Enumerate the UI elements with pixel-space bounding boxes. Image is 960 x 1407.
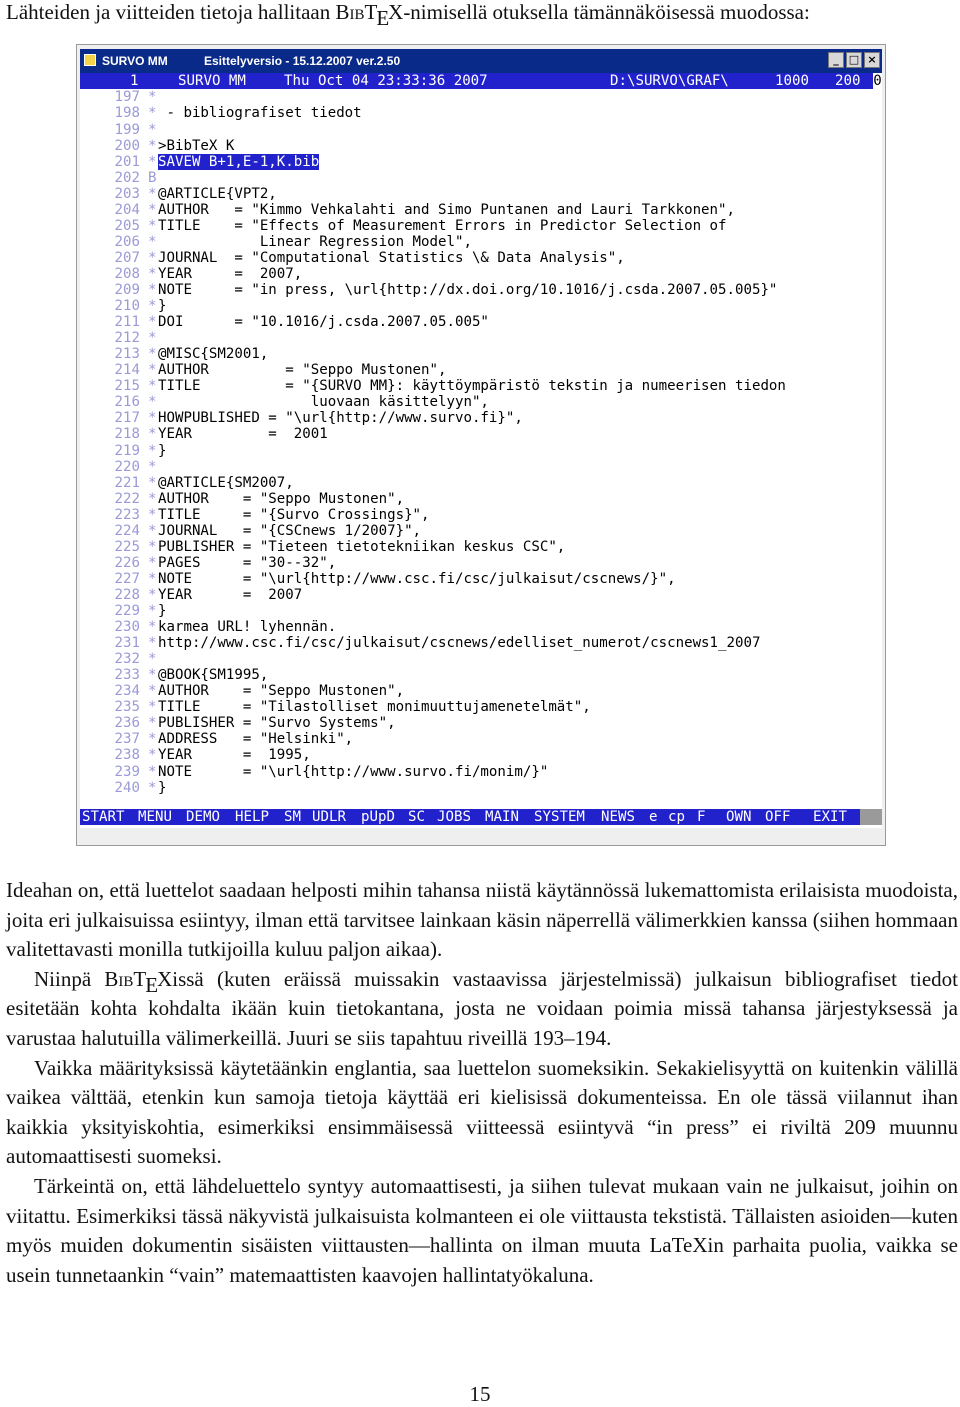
line-number: 226 (114, 554, 140, 571)
editor-line[interactable] (80, 266, 882, 282)
line-number: 215 (114, 378, 140, 395)
line-number: 213 (114, 346, 140, 363)
editor-line[interactable] (80, 459, 882, 475)
control-char: * (148, 619, 157, 636)
control-char: * (148, 570, 157, 587)
editor-line[interactable] (80, 683, 882, 699)
editor-line[interactable] (80, 218, 882, 234)
line-text: } (158, 298, 167, 315)
editor-line[interactable] (80, 394, 882, 410)
line-number: 212 (114, 330, 140, 347)
line-text: PUBLISHER = "Survo Systems", (158, 715, 396, 732)
line-text: YEAR = 2001 (158, 426, 328, 443)
line-text: } (158, 603, 167, 619)
line-text: TITLE = "Effects of Measurement Errors in Predictor Selection of (158, 217, 727, 234)
control-char: * (148, 779, 157, 796)
editor-line[interactable] (80, 523, 882, 539)
line-number: 233 (114, 667, 140, 684)
editor-line[interactable] (80, 443, 882, 459)
line-number: 222 (114, 490, 140, 507)
control-char: * (148, 635, 157, 652)
status-n1: 1000 (775, 73, 809, 89)
line-number: 217 (114, 410, 140, 427)
line-text: NOTE = "\url{http://www.csc.fi/csc/julkaisut/cscnews/}", (158, 570, 676, 587)
command-udlr[interactable]: UDLR (312, 809, 346, 825)
bibtex-logo: BibTEX (335, 0, 404, 30)
control-char: * (148, 715, 157, 732)
maximize-button[interactable]: □ (846, 52, 862, 68)
control-char: * (148, 506, 157, 523)
control-char: * (148, 458, 157, 475)
latex-logo: LaTeX (649, 1233, 708, 1258)
control-char: * (148, 314, 157, 331)
editor-line[interactable] (80, 410, 882, 426)
line-number: 224 (114, 522, 140, 539)
line-text: YEAR = 2007, (158, 265, 303, 282)
line-text: DOI = "10.1016/j.csda.2007.05.005" (158, 314, 489, 331)
editor-line[interactable] (80, 298, 882, 314)
control-char: * (148, 121, 157, 138)
line-number: 208 (114, 265, 140, 282)
command-menu[interactable]: MENU (138, 809, 172, 825)
editor-line[interactable] (80, 731, 882, 747)
editor-line[interactable] (80, 378, 882, 394)
body-text (6, 876, 958, 1290)
line-number: 209 (114, 282, 140, 298)
line-number: 214 (114, 362, 140, 379)
status-path: D:\SURVO\GRAF\ (610, 73, 729, 89)
line-number: 218 (114, 426, 140, 443)
page-number: 15 (469, 1382, 491, 1406)
line-text: } (158, 779, 167, 796)
editor-line[interactable] (80, 764, 882, 780)
editor-line[interactable] (80, 603, 882, 619)
line-text: } (158, 442, 167, 459)
line-number: 235 (114, 699, 140, 716)
line-number: 204 (114, 201, 140, 218)
line-number: 238 (114, 747, 140, 764)
line-text: http://www.csc.fi/csc/julkaisut/cscnews/edelliset_numerot/cscnews1_2007 (158, 635, 761, 652)
line-number: 230 (114, 619, 140, 636)
line-text: NOTE = "in press, \url{http://dx.doi.org/10.1016/j.csda.2007.05.005}" (158, 282, 778, 298)
control-char: * (148, 217, 157, 234)
control-char: * (148, 137, 157, 154)
control-char: * (148, 346, 157, 363)
line-text: PUBLISHER = "Tieteen tietotekniikan keskus CSC", (158, 538, 566, 555)
line-number: 203 (114, 185, 140, 202)
paragraph-3: Vaikka määrityksissä käytetäänkin englantia, saa luettelon suomeksikin. Sekakielisyyttä on kuitenkin välillä vaikea välttää, etenkin kun samoja tietoja käyttää eri kielisissä dokumenteissa. En ole tässä viilannut ihan kaikkia yksityiskohtia, esimerkiksi ensimmäisessä viitteessä esiintyvä “in press” ei riviltä 209 muunnu automaattisesti suomeksi. (6, 1055, 958, 1169)
control-char: * (148, 89, 157, 106)
editor-status-line (80, 73, 882, 89)
editor-line[interactable] (80, 234, 882, 250)
command-bar-filler (860, 809, 882, 825)
editor-line[interactable] (80, 475, 882, 491)
command-cp[interactable]: cp (668, 809, 685, 825)
window-doc-title: Esittelyversio - 15.12.2007 ver.2.50 (204, 54, 401, 68)
line-text: NOTE = "\url{http://www.survo.fi/monim/}" (158, 763, 549, 780)
control-char: * (148, 105, 157, 122)
line-text: SAVEW B+1,E-1,K.bib (158, 153, 320, 170)
control-char: * (148, 185, 157, 202)
control-char: * (148, 394, 157, 411)
line-number: 227 (114, 570, 140, 587)
editor-line[interactable] (80, 780, 882, 796)
editor-line[interactable] (80, 619, 882, 635)
editor-line[interactable] (80, 587, 882, 603)
control-char: * (148, 731, 157, 748)
control-char: * (148, 490, 157, 507)
editor-line[interactable] (80, 186, 882, 202)
status-n2: 200 (835, 73, 861, 89)
paragraph-4: Tärkeintä on, että lähdeluettelo syntyy automaattisesti, ja siihen tulevat mukaan vain ne julkaisut, joihin on viitattu. Esimerkiksi tässä näkyvistä julkaisuista kolmanteen ei ole viittausta tekstistä. Tällaisten asioiden—kuten myös muiden dokumentin sisäisten viittausten—hallinta on ilman muuta LaTeXin parhaita puolia, vaikka se usein tunnetaankin “vain” matemaattisten kaavojen hallintatyökaluna. (6, 1173, 959, 1287)
command-own[interactable]: OWN (726, 809, 752, 825)
command-sc[interactable]: SC (408, 809, 425, 825)
intro-before: Lähteiden ja viitteiden tietoja hallitaan (6, 0, 336, 24)
line-number: 225 (114, 538, 140, 555)
editor-line[interactable] (80, 635, 882, 651)
window-controls (828, 52, 880, 68)
control-char: * (148, 763, 157, 780)
editor-line[interactable] (80, 138, 882, 154)
status-datetime: Thu Oct 04 23:33:36 2007 (284, 73, 488, 89)
control-char: * (148, 747, 157, 764)
command-demo[interactable]: DEMO (186, 809, 220, 825)
control-char: * (148, 603, 157, 619)
line-number: 211 (114, 314, 140, 331)
control-char: * (148, 362, 157, 379)
line-text: TITLE = "{Survo Crossings}", (158, 506, 430, 523)
line-number: 236 (114, 715, 140, 732)
command-off[interactable]: OFF (765, 809, 791, 825)
control-char: * (148, 265, 157, 282)
line-number: 221 (114, 474, 140, 491)
line-text: AUTHOR = "Seppo Mustonen", (158, 490, 405, 507)
control-char: * (148, 651, 157, 668)
line-text: HOWPUBLISHED = "\url{http://www.survo.fi}", (158, 410, 523, 427)
editor-screen[interactable] (80, 73, 882, 828)
paragraph-2: Niinpä BibTEXissä (kuten eräissä muissakin vastaavissa järjestelmissä) julkaisun bibliografiset tiedot esitetään kohta kohdalta ikään kuin tietokantana, josta ne voidaan poimia missä tahansa järjestyksessä ja varustaa halutuilla välimerkeillä. Juuri se siis tapahtuu riveillä 193–194. (6, 966, 959, 1050)
line-text: YEAR = 2007 (158, 586, 303, 603)
editor-line[interactable] (80, 362, 882, 378)
command-f[interactable]: F (697, 809, 706, 825)
command-system[interactable]: SYSTEM (534, 809, 585, 825)
line-number: 228 (114, 586, 140, 603)
line-text: >BibTeX K (158, 137, 235, 154)
editor-line[interactable] (80, 539, 882, 555)
line-number: 206 (114, 233, 140, 250)
command-news[interactable]: NEWS (601, 809, 635, 825)
line-text: PAGES = "30--32", (158, 554, 337, 571)
paragraph-1: Ideahan on, että luettelot saadaan helposti mihin tahansa niistä käytännössä lukemattomista erilaisista muodoista, joita eri julkaisuissa esiintyy, ilman että tarvitsee lainkaan käsin näperrellä välimerkkien kanssa (siihen hommaan valitettavasti monilla tutkijoilla kuluu paljon aikaa). (6, 878, 958, 962)
control-char: * (148, 683, 157, 700)
control-char: * (148, 153, 157, 170)
command-bar (80, 809, 860, 825)
survo-app-icon (84, 54, 96, 66)
line-number: 205 (114, 217, 140, 234)
control-char: * (148, 474, 157, 491)
line-text: AUTHOR = "Seppo Mustonen", (158, 683, 405, 700)
survo-window (76, 44, 886, 846)
line-number: 232 (114, 651, 140, 668)
status-line-number: 1 (130, 73, 139, 89)
editor-line[interactable] (80, 715, 882, 731)
editor-line[interactable] (80, 699, 882, 715)
control-char: * (148, 586, 157, 603)
control-char: * (148, 330, 157, 347)
command-main[interactable]: MAIN (485, 809, 519, 825)
line-number: 220 (114, 458, 140, 475)
line-number: 239 (114, 763, 140, 780)
control-char: * (148, 282, 157, 298)
editor-line[interactable] (80, 314, 882, 330)
control-char: * (148, 522, 157, 539)
window-titlebar[interactable] (80, 49, 882, 73)
line-number: 198 (114, 105, 140, 122)
line-number: 231 (114, 635, 140, 652)
line-number: 201 (114, 153, 140, 170)
line-text: AUTHOR = "Seppo Mustonen", (158, 362, 447, 379)
editor-line[interactable] (80, 250, 882, 266)
command-jobs[interactable]: JOBS (437, 809, 471, 825)
control-char: * (148, 667, 157, 684)
editor-line[interactable] (80, 89, 882, 105)
editor-line[interactable] (80, 426, 882, 442)
line-text: @ARTICLE{SM2007, (158, 474, 294, 491)
line-number: 229 (114, 603, 140, 619)
editor-line[interactable] (80, 651, 882, 667)
control-char: * (148, 426, 157, 443)
editor-line[interactable] (80, 555, 882, 571)
command-e[interactable]: e (649, 809, 658, 825)
control-char: * (148, 201, 157, 218)
control-char: * (148, 378, 157, 395)
line-number: 197 (114, 89, 140, 106)
line-text: JOURNAL = "{CSCnews 1/2007}", (158, 522, 422, 539)
minimize-button[interactable]: _ (828, 52, 844, 68)
line-text: YEAR = 1995, (158, 747, 311, 764)
status-program: SURVO MM (178, 73, 246, 89)
control-char: B (148, 169, 157, 186)
control-char: * (148, 233, 157, 250)
editor-line[interactable] (80, 747, 882, 763)
control-char: * (148, 410, 157, 427)
editor-line[interactable] (80, 282, 882, 298)
editor-line[interactable] (80, 170, 882, 186)
line-text: @MISC{SM2001, (158, 346, 269, 363)
editor-line[interactable] (80, 667, 882, 683)
editor-line[interactable] (80, 571, 882, 587)
intro-sentence (6, 0, 810, 30)
command-exit[interactable]: EXIT (813, 809, 847, 825)
command-sm[interactable]: SM (284, 809, 301, 825)
line-number: 210 (114, 298, 140, 315)
window-app-name: SURVO MM (102, 54, 168, 68)
editor-line[interactable] (80, 507, 882, 523)
control-char: * (148, 442, 157, 459)
line-number: 199 (114, 121, 140, 138)
status-n3: 0 (873, 73, 882, 89)
editor-line[interactable] (80, 105, 882, 121)
line-number: 202 (114, 169, 140, 186)
line-text: @ARTICLE{VPT2, (158, 185, 277, 202)
line-text: Linear Regression Model", (158, 233, 472, 250)
line-number: 223 (114, 506, 140, 523)
line-number: 237 (114, 731, 140, 748)
line-number: 219 (114, 442, 140, 459)
command-pupd[interactable]: pUpD (361, 809, 395, 825)
editor-line[interactable] (80, 122, 882, 138)
editor-line[interactable] (80, 154, 882, 170)
line-text: ADDRESS = "Helsinki", (158, 731, 354, 748)
bibtex-logo-inline: BibTEX (104, 966, 173, 997)
line-text: AUTHOR = "Kimmo Vehkalahti and Simo Puntanen and Lauri Tarkkonen", (158, 201, 735, 218)
editor-line[interactable] (80, 491, 882, 507)
editor-line[interactable] (80, 330, 882, 346)
line-number: 216 (114, 394, 140, 411)
control-char: * (148, 298, 157, 315)
line-text: - bibliografiset tiedot (158, 105, 362, 122)
editor-line[interactable] (80, 202, 882, 218)
line-text: JOURNAL = "Computational Statistics \& Data Analysis", (158, 249, 625, 266)
control-char: * (148, 538, 157, 555)
close-button[interactable]: × (864, 52, 880, 68)
line-number: 240 (114, 779, 140, 796)
line-number: 234 (114, 683, 140, 700)
line-text: TITLE = "Tilastolliset monimuuttujamenetelmät", (158, 699, 591, 716)
editor-line[interactable] (80, 346, 882, 362)
line-number: 200 (114, 137, 140, 154)
command-start[interactable]: START (82, 809, 125, 825)
control-char: * (148, 249, 157, 266)
line-text: TITLE = "{SURVO MM}: käyttöympäristö tekstin ja numeerisen tiedon (158, 378, 786, 395)
line-text: @BOOK{SM1995, (158, 667, 269, 684)
intro-after: -nimisellä otuksella tämännäköisessä muodossa: (403, 0, 810, 24)
control-char: * (148, 554, 157, 571)
line-text: luovaan käsittelyyn", (158, 394, 489, 411)
control-char: * (148, 699, 157, 716)
line-text: karmea URL! lyhennän. (158, 619, 337, 636)
command-help[interactable]: HELP (235, 809, 269, 825)
line-number: 207 (114, 249, 140, 266)
